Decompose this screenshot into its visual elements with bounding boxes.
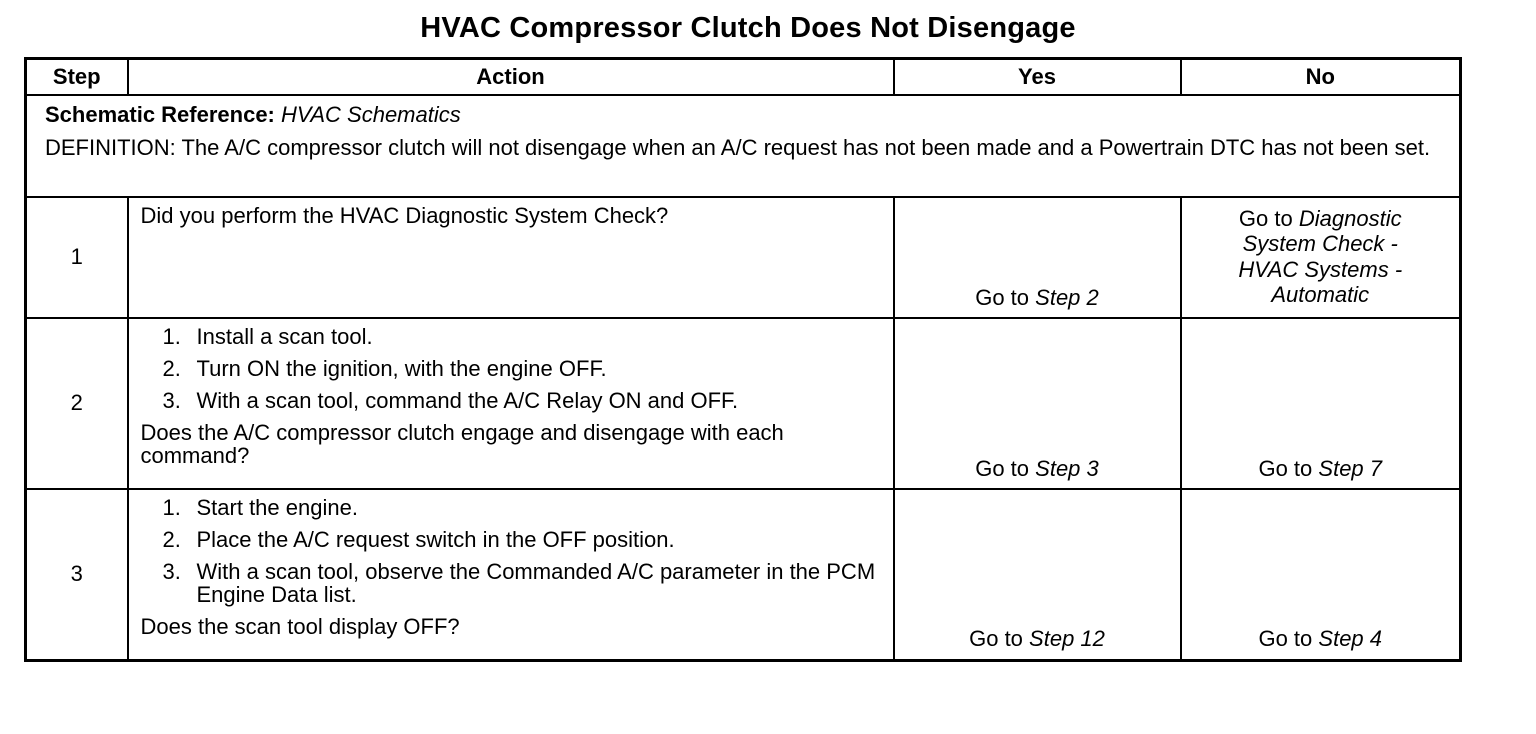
instruction-text: Turn ON the ignition, with the engine OFF. bbox=[196, 356, 607, 382]
no-cell bbox=[1181, 318, 1461, 489]
instruction-number: 2. bbox=[162, 527, 181, 553]
instruction-number: 3. bbox=[162, 388, 181, 414]
yes-prefix: Go to bbox=[969, 626, 1023, 652]
step-row-3 bbox=[26, 489, 1461, 660]
yes-link[interactable]: Step 3 bbox=[1035, 455, 1099, 481]
instruction-number: 2. bbox=[162, 356, 181, 382]
schematic-reference bbox=[45, 102, 1449, 128]
no-link[interactable]: Diagnostic System Check - HVAC Systems - Automatic bbox=[1238, 206, 1403, 307]
instruction-text: With a scan tool, command the A/C Relay ON and OFF. bbox=[196, 388, 739, 414]
instruction-number: 3. bbox=[162, 559, 181, 585]
schematic-row bbox=[26, 95, 1461, 197]
yes-cell bbox=[894, 318, 1181, 489]
header-step: Step bbox=[26, 59, 128, 96]
schematic-cell bbox=[26, 95, 1461, 197]
yes-cell bbox=[894, 489, 1181, 660]
instruction-text: Install a scan tool. bbox=[196, 324, 373, 349]
no-cell bbox=[1181, 197, 1461, 318]
schematic-link[interactable]: HVAC Schematics bbox=[281, 102, 461, 127]
yes-prefix: Go to bbox=[975, 455, 1030, 481]
header-yes: Yes bbox=[894, 59, 1181, 96]
no-link[interactable]: Step 4 bbox=[1318, 626, 1383, 652]
page-title: HVAC Compressor Clutch Does Not Disengage bbox=[420, 12, 1076, 44]
no-prefix: Go to bbox=[1258, 455, 1313, 481]
step-row-2 bbox=[26, 318, 1461, 489]
action-cell bbox=[128, 197, 894, 318]
action-question: Does the A/C compressor clutch engage and disengage with each command? bbox=[140, 420, 784, 469]
instruction-item bbox=[141, 389, 881, 412]
action-cell bbox=[128, 318, 894, 489]
instruction-item bbox=[141, 560, 881, 606]
schematic-label: Schematic Reference: bbox=[45, 102, 275, 127]
action-cell bbox=[128, 489, 894, 660]
yes-cell bbox=[894, 197, 1181, 318]
instruction-text: Start the engine. bbox=[196, 495, 358, 520]
yes-prefix: Go to bbox=[975, 284, 1030, 310]
yes-link[interactable]: Step 2 bbox=[1035, 284, 1099, 310]
diagnostic-table bbox=[24, 57, 1462, 662]
instruction-item bbox=[141, 357, 881, 380]
instruction-item bbox=[141, 496, 881, 519]
definition-text: DEFINITION: The A/C compressor clutch will not disengage when an A/C request has not been made and a Powertrain DTC has not been set. bbox=[45, 135, 1431, 161]
action-question: Does the scan tool display OFF? bbox=[140, 614, 460, 640]
yes-link[interactable]: Step 12 bbox=[1029, 626, 1105, 652]
instruction-number: 1. bbox=[162, 324, 181, 349]
no-prefix: Go to bbox=[1258, 626, 1313, 652]
instruction-list bbox=[141, 496, 881, 606]
instruction-item bbox=[141, 528, 881, 551]
instruction-number: 1. bbox=[162, 495, 181, 520]
no-cell bbox=[1181, 489, 1461, 660]
no-link[interactable]: Step 7 bbox=[1318, 455, 1383, 481]
step-number: 1 bbox=[26, 197, 128, 318]
header-no: No bbox=[1181, 59, 1461, 96]
step-number: 2 bbox=[26, 318, 128, 489]
header-row bbox=[26, 59, 1461, 96]
instruction-text: With a scan tool, observe the Commanded A/C parameter in the PCM Engine Data list. bbox=[196, 559, 876, 608]
instruction-text: Place the A/C request switch in the OFF position. bbox=[196, 527, 675, 553]
step-number: 3 bbox=[26, 489, 128, 660]
instruction-item bbox=[141, 325, 881, 348]
header-action: Action bbox=[128, 59, 894, 96]
instruction-list bbox=[141, 325, 881, 412]
step-row-1 bbox=[26, 197, 1461, 318]
action-question: Did you perform the HVAC Diagnostic System Check? bbox=[140, 203, 669, 228]
no-prefix: Go to bbox=[1238, 206, 1293, 231]
